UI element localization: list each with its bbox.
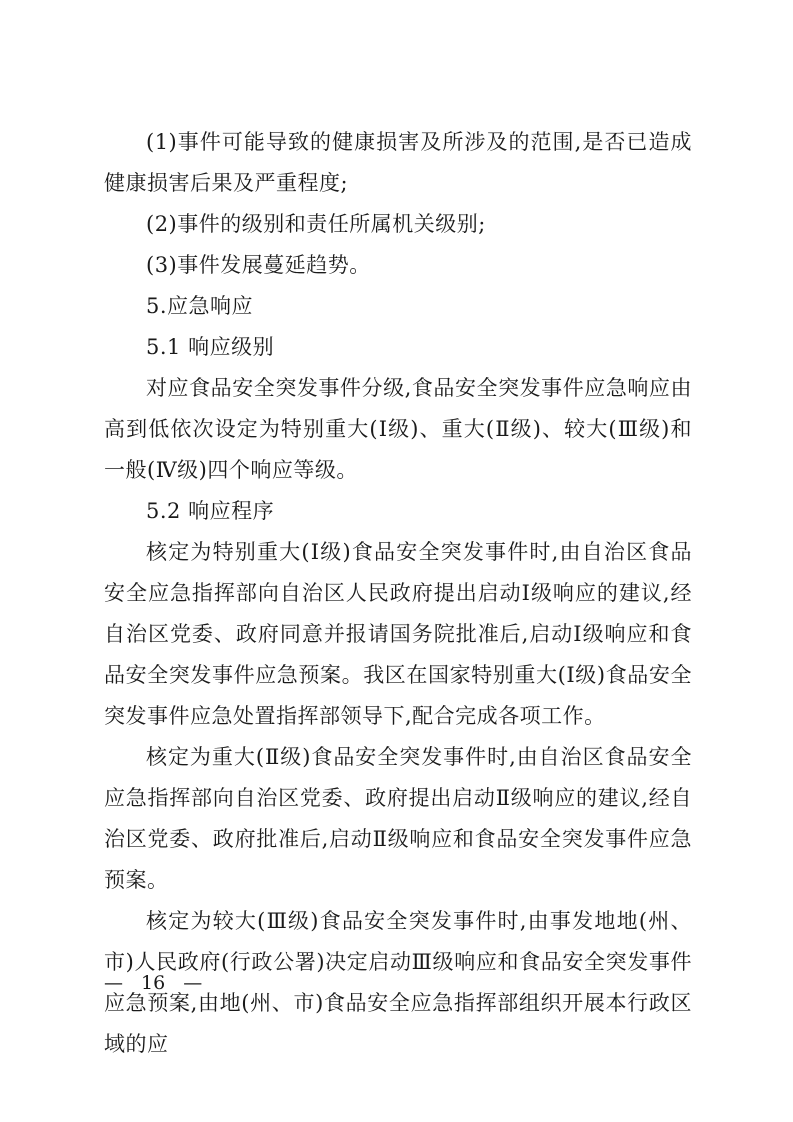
document-body	[104, 122, 692, 1065]
body-paragraph-level2-response: 核定为重大(Ⅱ级)食品安全突发事件时,由自治区食品安全应急指挥部向自治区党委、政府提出启动Ⅱ级响应的建议,经自治区党委、政府批准后,启动Ⅱ级响应和食品安全突发事件应急预案。	[104, 745, 692, 892]
footer-right-dash: —	[183, 972, 203, 994]
list-item-3: (3)事件发展蔓延趋势。	[146, 253, 371, 277]
subsection-heading-5-2: 5.2 响应程序	[146, 499, 275, 523]
section-heading-5: 5.应急响应	[146, 294, 254, 318]
page-number: 16	[141, 972, 166, 994]
list-item-2: (2)事件的级别和责任所属机关级别;	[146, 212, 486, 236]
body-paragraph-level3-response: 核定为较大(Ⅲ级)食品安全突发事件时,由事发地地(州、市)人民政府(行政公署)决定启动Ⅲ级响应和食品安全突发事件应急预案,由地(州、市)食品安全应急指挥部组织开展本行政区域的应	[104, 909, 692, 1056]
body-paragraph-level1-response: 核定为特别重大(Ⅰ级)食品安全突发事件时,由自治区食品安全应急指挥部向自治区人民政府提出启动Ⅰ级响应的建议,经自治区党委、政府同意并报请国务院批准后,启动Ⅰ级响应和食品安全突发事件应急预案。我区在国家特别重大(Ⅰ级)食品安全突发事件应急处置指挥部领导下,配合完成各项工作。	[104, 540, 692, 728]
list-item-1: (1)事件可能导致的健康损害及所涉及的范围,是否已造成健康损害后果及严重程度;	[104, 130, 692, 195]
body-paragraph-response-levels: 对应食品安全突发事件分级,食品安全突发事件应急响应由高到低依次设定为特别重大(Ⅰ级)、重大(Ⅱ级)、较大(Ⅲ级)和一般(Ⅳ级)四个响应等级。	[104, 376, 692, 482]
page-footer	[104, 971, 202, 995]
subsection-heading-5-1: 5.1 响应级别	[146, 335, 275, 359]
footer-left-dash: —	[104, 972, 123, 994]
